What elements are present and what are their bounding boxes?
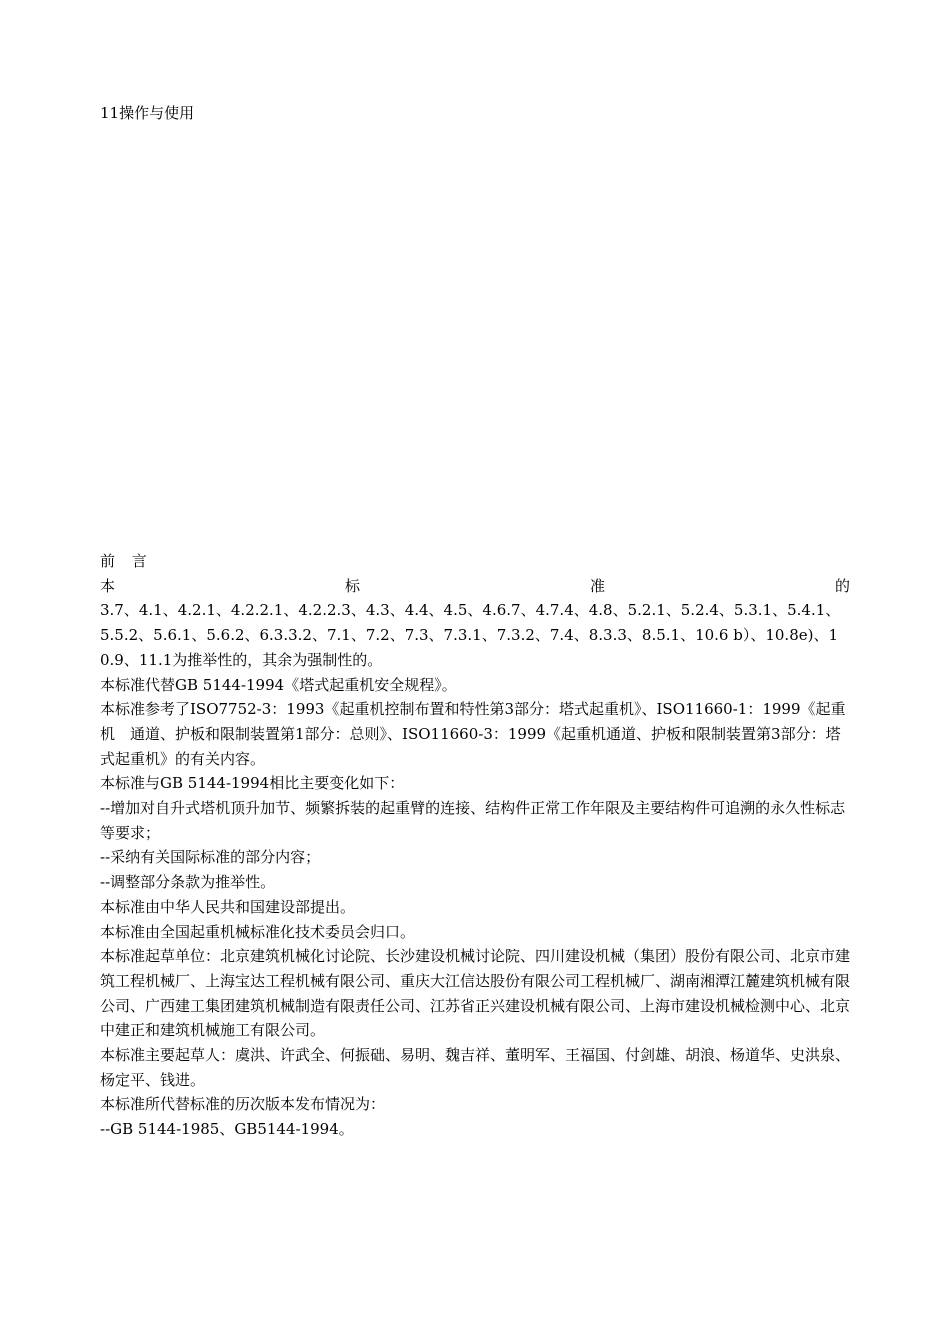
clauses-paragraph: 3.7、4.1、4.2.1、4.2.2.1、4.2.2.3、4.3、4.4、4.5、4.6.7、4.7.4、4.8、5.2.1、5.2.4、5.3.1、5.4.1、5.5.2、5.6.1、5.6.2、6.3.3.2、7.1、7.2、7.3、7.3.1、7.3.2、7.4、8.3.3、8.5.1、10.6 b）、10.8e)、10.9、11.1为推举性的，其余为强制性的。 (100, 601, 841, 669)
spread-char: 的 (834, 576, 850, 595)
foreword-section (100, 549, 850, 1142)
change-item: --采纳有关国际标准的部分内容； (100, 848, 321, 867)
spread-char: 本 (100, 576, 116, 595)
drafting-units-paragraph: 本标准起草单位：北京建筑机械化讨论院、长沙建设机械讨论院、四川建设机械（集团）股份有限公司、北京市建筑工程机械厂、上海宝达工程机械有限公司、重庆大江信达股份有限公司工程机械厂、湖南湘潭江麓建筑机械有限公司、广西建工集团建筑机械制造有限责任公司、江苏省正兴建设机械有限公司、上海市建设机械检测中心、北京中建正和建筑机械施工有限公司。 (100, 947, 851, 1040)
centralized-paragraph: 本标准由全国起重机械标准化技术委员会归口。 (100, 922, 416, 941)
change-item: --增加对自升式塔机顶升加节、频繁拆装的起重臂的连接、结构件正常工作年限及主要结构件可追溯的永久性标志等要求； (100, 799, 846, 842)
drafters-paragraph: 本标准主要起草人：虞洪、许武全、何振础、易明、魏吉祥、董明军、王福国、付剑雄、胡浪、杨道华、史洪泉、杨定平、钱进。 (100, 1046, 851, 1089)
section-heading: 11操作与使用 (100, 104, 195, 122)
foreword-title: 前 言 (100, 552, 153, 570)
spread-char: 标 (344, 576, 360, 595)
spread-line (100, 574, 850, 599)
proposed-paragraph: 本标准由中华人民共和国建设部提出。 (100, 897, 356, 916)
changes-intro: 本标准与GB 5144-1994相比主要变化如下： (100, 774, 405, 793)
replaces-paragraph: 本标准代替GB 5144-1994《塔式起重机安全规程》。 (100, 675, 457, 694)
history-intro: 本标准所代替标准的历次版本发布情况为： (100, 1095, 386, 1114)
change-item: --调整部分条款为推举性。 (100, 873, 276, 892)
history-item: --GB 5144-1985、GB5144-1994。 (100, 1120, 354, 1139)
spread-char: 准 (589, 576, 605, 595)
references-paragraph: 本标准参考了ISO7752-3：1993《起重机控制布置和特性第3部分：塔式起重机》、ISO11660-1：1999《起重机 通道、护板和限制装置第1部分：总则》、ISO11660-3：1999《起重机通道、护板和限制装置第3部分：塔式起重机》的有关内容。 (100, 700, 846, 768)
